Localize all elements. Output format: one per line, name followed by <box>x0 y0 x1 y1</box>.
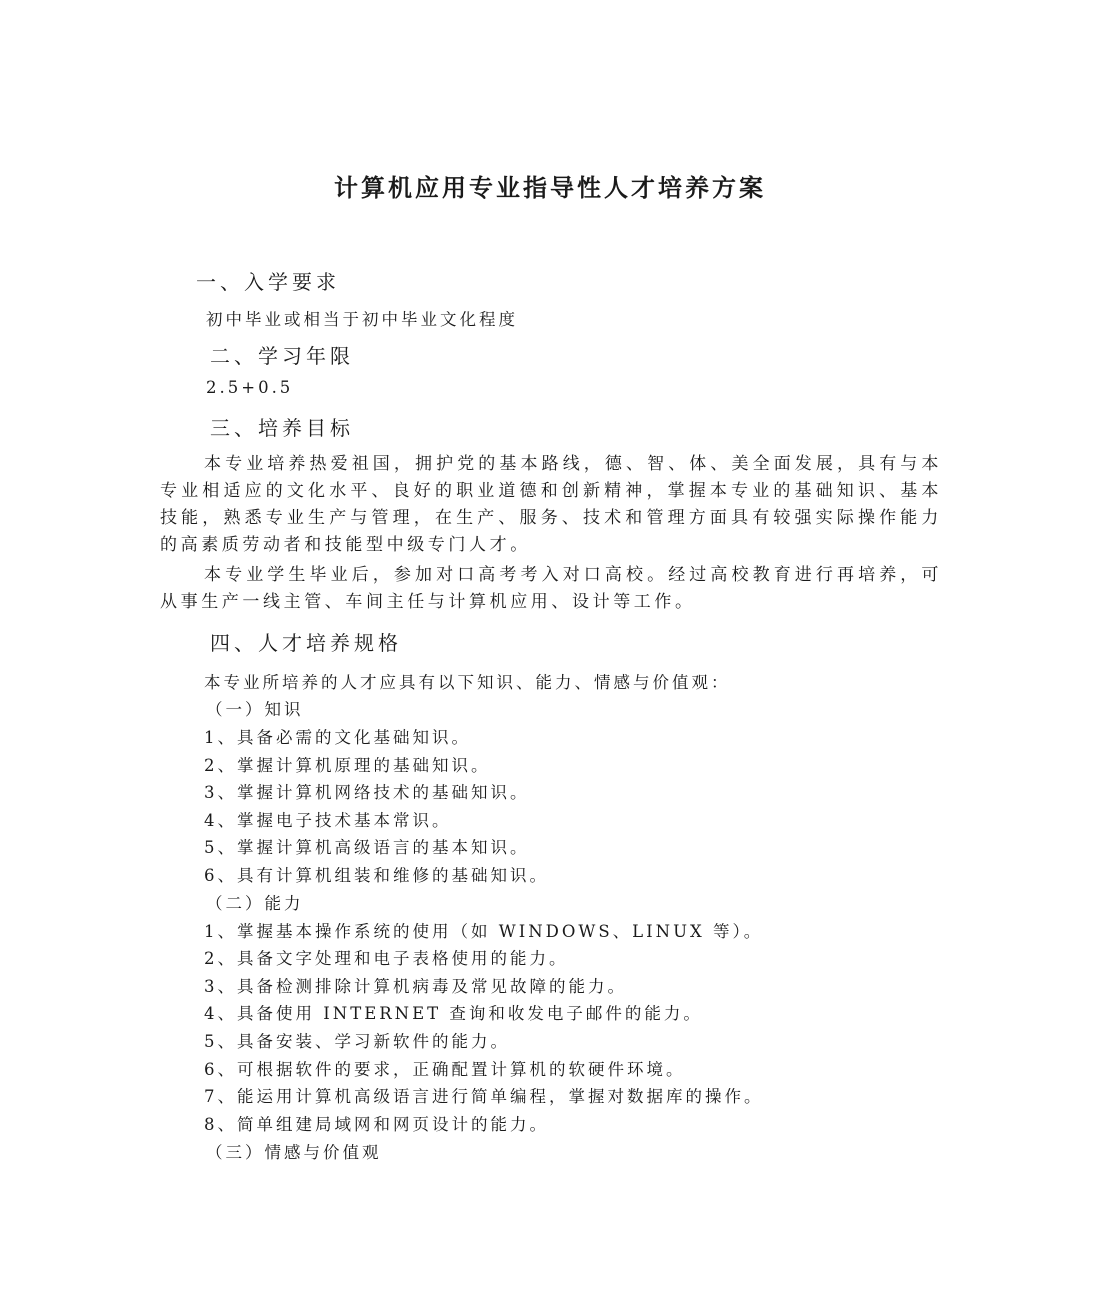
section-heading-objectives: 三、培养目标 <box>210 416 354 440</box>
document-title: 计算机应用专业指导性人才培养方案 <box>334 174 766 202</box>
section-heading-admission: 一、入学要求 <box>196 270 340 294</box>
abilities-item-4: 4、具备使用 INTERNET 查询和收发电子邮件的能力。 <box>204 1004 703 1023</box>
knowledge-item-4: 4、掌握电子技术基本常识。 <box>204 811 452 830</box>
abilities-item-2: 2、具备文字处理和电子表格使用的能力。 <box>204 949 569 968</box>
admission-text: 初中毕业或相当于初中毕业文化程度 <box>206 310 518 329</box>
knowledge-item-5: 5、掌握计算机高级语言的基本知识。 <box>204 838 530 857</box>
abilities-item-6: 6、可根据软件的要求，正确配置计算机的软硬件环境。 <box>204 1060 686 1079</box>
knowledge-item-3: 3、掌握计算机网络技术的基础知识。 <box>204 783 530 802</box>
abilities-item-3: 3、具备检测排除计算机病毒及常见故障的能力。 <box>204 977 627 996</box>
knowledge-heading: （一）知识 <box>206 700 304 719</box>
section-heading-specifications: 四、人才培养规格 <box>210 631 402 655</box>
duration-text: 2.5+0.5 <box>206 378 294 397</box>
abilities-heading: （二）能力 <box>206 894 304 913</box>
section-heading-duration: 二、学习年限 <box>210 344 354 368</box>
specifications-intro: 本专业所培养的人才应具有以下知识、能力、情感与价值观： <box>204 673 731 692</box>
knowledge-item-6: 6、具有计算机组装和维修的基础知识。 <box>204 866 549 885</box>
objectives-paragraph-1: 本专业培养热爱祖国，拥护党的基本路线，德、智、体、美全面发展，具有与本专业相适应的文化水平、良好的职业道德和创新精神，掌握本专业的基础知识、基本技能，熟悉专业生产与管理，在生产、服务、技术和管理方面具有较强实际操作能力的高素质劳动者和技能型中级专门人才。 <box>160 454 942 555</box>
abilities-item-8: 8、简单组建局域网和网页设计的能力。 <box>204 1115 549 1134</box>
objectives-paragraph-2: 本专业学生毕业后，参加对口高考考入对口高校。经过高校教育进行再培养，可从事生产一线主管、车间主任与计算机应用、设计等工作。 <box>160 565 942 612</box>
abilities-item-7: 7、能运用计算机高级语言进行简单编程，掌握对数据库的操作。 <box>204 1087 764 1106</box>
abilities-item-5: 5、具备安装、学习新软件的能力。 <box>204 1032 510 1051</box>
knowledge-item-1: 1、具备必需的文化基础知识。 <box>204 728 471 747</box>
knowledge-item-2: 2、掌握计算机原理的基础知识。 <box>204 756 491 775</box>
values-heading: （三）情感与价值观 <box>206 1143 382 1162</box>
abilities-item-1: 1、掌握基本操作系统的使用（如 WINDOWS、LINUX 等）。 <box>204 922 764 941</box>
